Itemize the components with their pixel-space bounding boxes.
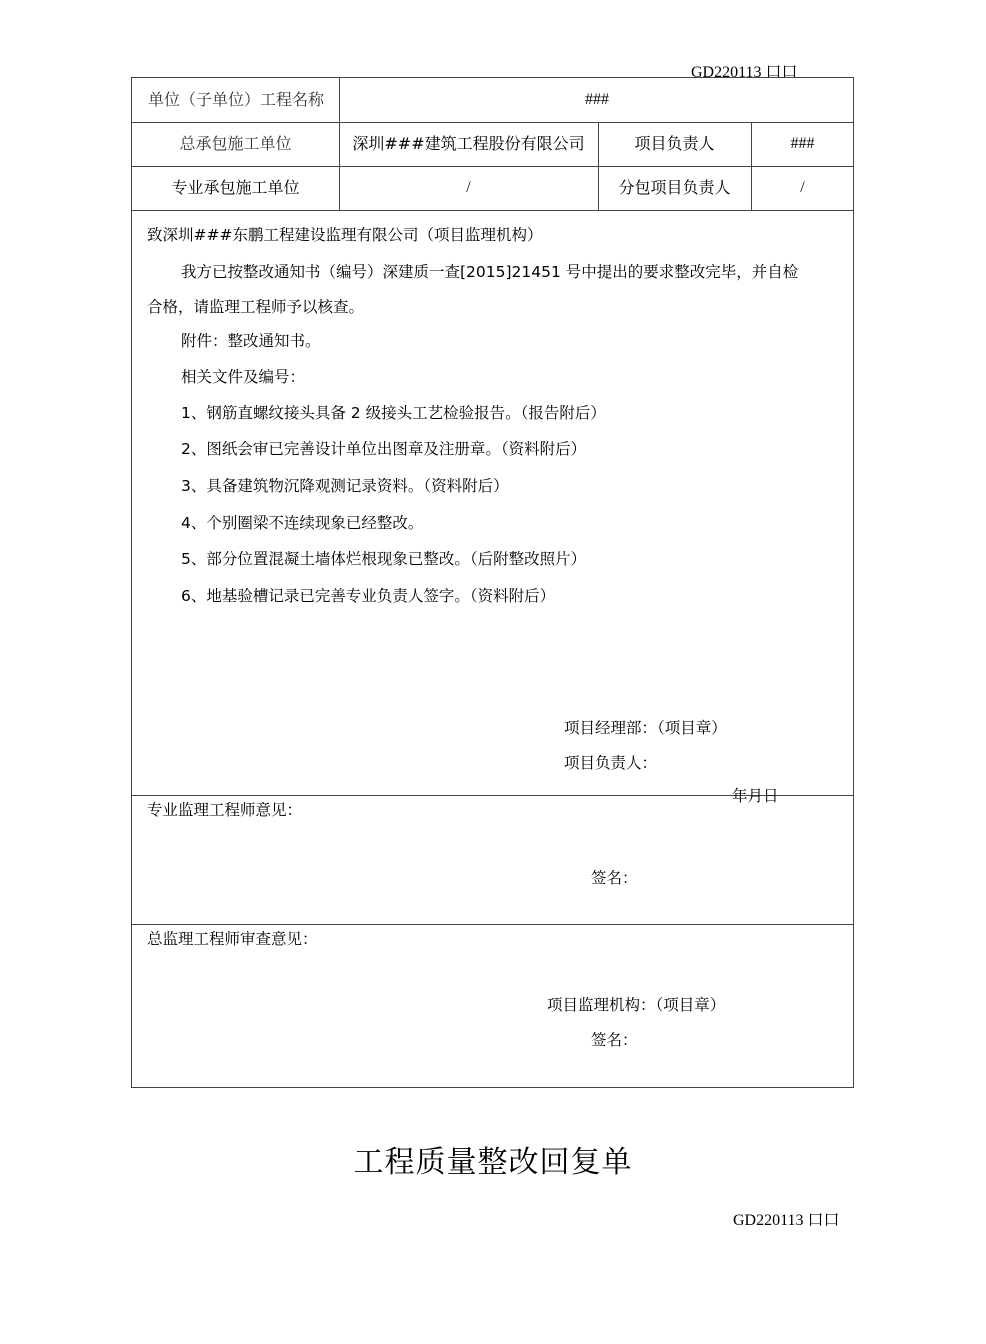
sub-leader-label: 分包项目负责人 xyxy=(618,178,731,197)
document-code: GD220113 口口 xyxy=(733,1212,840,1229)
supervision-org-stamp-label: 项目监理机构：（项目章） xyxy=(547,996,726,1014)
related-file-item: 3、具备建筑物沉降观测记录资料。（资料附后） xyxy=(181,477,509,495)
page-title: 工程质量整改回复单 xyxy=(353,1145,633,1180)
chief-sign-label: 签名： xyxy=(591,1031,638,1049)
related-file-item: 4、个别圈梁不连续现象已经整改。 xyxy=(181,514,424,532)
related-file-item: 6、地基验槽记录已完善专业负责人签字。（资料附后） xyxy=(181,587,556,605)
related-files-heading: 相关文件及编号： xyxy=(181,368,306,386)
date-label: 年月日 xyxy=(732,787,779,805)
date-line-clip xyxy=(692,778,792,805)
related-file-item: 1、钢筋直螺纹接头具备 2 级接头工艺检验报告。（报告附后） xyxy=(181,404,606,422)
project-leader-value: ### xyxy=(790,135,815,152)
row-divider xyxy=(132,210,853,211)
row-divider xyxy=(132,924,853,925)
letter-body-line: 我方已按整改通知书（编号）深建质一查[2015]21451 号中提出的要求整改完毕，并自检 xyxy=(181,263,799,281)
sub-leader-value: / xyxy=(800,179,805,196)
general-contractor-value: 深圳###建筑工程股份有限公司 xyxy=(352,134,585,153)
project-name-value: ### xyxy=(585,91,609,108)
specialty-contractor-value: / xyxy=(466,179,471,196)
rectification-form xyxy=(131,77,854,1088)
specialty-contractor-label: 专业承包施工单位 xyxy=(171,178,300,197)
letter-addressee: 致深圳###东鹏工程建设监理有限公司（项目监理机构） xyxy=(147,226,543,244)
project-dept-stamp-label: 项目经理部：（项目章） xyxy=(564,719,727,737)
project-leader-label: 项目负责人 xyxy=(634,134,715,153)
engineer-sign-label: 签名： xyxy=(591,869,638,887)
related-file-item: 2、图纸会审已完善设计单位出图章及注册章。（资料附后） xyxy=(181,440,587,458)
project-name-label: 单位（子单位）工程名称 xyxy=(147,90,324,109)
attachment-note: 附件：整改通知书。 xyxy=(181,332,321,350)
document-code: GD220113 口口 xyxy=(691,64,798,81)
related-file-item: 5、部分位置混凝土墙体烂根现象已整改。（后附整改照片） xyxy=(181,550,587,568)
letter-body-line: 合格，请监理工程师予以核查。 xyxy=(147,298,365,316)
project-leader-sign-label: 项目负责人： xyxy=(564,754,658,772)
general-contractor-label: 总承包施工单位 xyxy=(179,134,292,153)
engineer-opinion-label: 专业监理工程师意见： xyxy=(147,801,303,819)
chief-opinion-label: 总监理工程师审查意见： xyxy=(147,930,318,948)
